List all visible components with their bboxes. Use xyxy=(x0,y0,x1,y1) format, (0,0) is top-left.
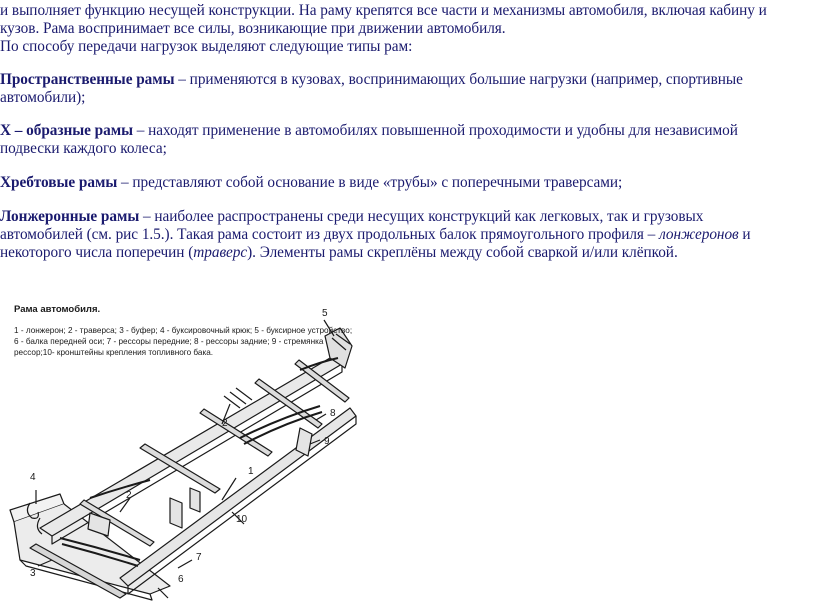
figure-desc-line: 6 - балка передней оси; 7 - рессоры передние; 8 - рессоры задние; 9 - стремянка xyxy=(14,337,324,346)
paragraph-x-frames: Х – образные рамы – находят применение в автомобилях повышенной проходимости и удобны для независимой xyxy=(0,122,738,139)
text-line: автомобили); xyxy=(0,89,86,106)
term-ladder-frames: Лонжеронные рамы xyxy=(0,208,140,225)
figure-caption xyxy=(14,304,352,358)
paragraph-spatial-frames: Пространственные рамы – применяются в кузовах, воспринимающих большие нагрузки (например, спортивные xyxy=(0,71,743,88)
label-3: 3 xyxy=(30,568,36,579)
label-6: 6 xyxy=(178,574,184,585)
label-5: 5 xyxy=(322,308,328,319)
text-line: автомобилей (см. рис 1.5.). Такая рама состоит из двух продольных балок прямоугольного профиля – лонжеронов и xyxy=(0,226,751,243)
label-1: 1 xyxy=(248,466,254,477)
term-x-frames: Х – образные рамы xyxy=(0,122,133,139)
text-line: По способу передачи нагрузок выделяют следующие типы рам: xyxy=(0,38,413,55)
label-10: 10 xyxy=(236,514,248,525)
paragraph-backbone-frames: Хребтовые рамы – представляют собой основание в виде «трубы» с поперечными траверсами; xyxy=(0,174,623,191)
label-2: 2 xyxy=(222,418,228,429)
text-line: и выполняет функцию несущей конструкции. На раму крепятся все части и механизмы автомобиля, включая кабину и xyxy=(0,2,767,19)
text-line: подвески каждого колеса; xyxy=(0,140,167,157)
term-backbone-frames: Хребтовые рамы xyxy=(0,174,118,191)
term-spatial-frames: Пространственные рамы xyxy=(0,71,175,88)
label-2b: 2 xyxy=(126,490,132,501)
paragraph-ladder-frames: Лонжеронные рамы – наиболее распространены среди несущих конструкций как легковых, так и грузовых xyxy=(0,208,704,225)
label-8: 8 xyxy=(330,408,336,419)
figure-desc-line: рессор;10- кронштейны крепления топливного бака. xyxy=(14,348,214,357)
label-9: 9 xyxy=(324,436,330,447)
text-line: кузов. Рама воспринимает все силы, возникающие при движении автомобиля. xyxy=(0,20,506,37)
figure-title: Рама автомобиля. xyxy=(14,304,101,315)
label-7: 7 xyxy=(196,552,202,563)
figure-desc-line: 1 - лонжерон; 2 - траверса; 3 - буфер; 4 - буксировочный крюк; 5 - буксирное устройство; xyxy=(14,326,353,335)
term-cross-members: траверс xyxy=(193,244,248,261)
term-side-members: лонжеронов xyxy=(659,226,739,243)
label-4: 4 xyxy=(30,472,36,483)
text-line: некоторого числа поперечин (траверс). Элементы рамы скреплёны между собой сваркой и/или клёпкой. xyxy=(0,244,678,261)
